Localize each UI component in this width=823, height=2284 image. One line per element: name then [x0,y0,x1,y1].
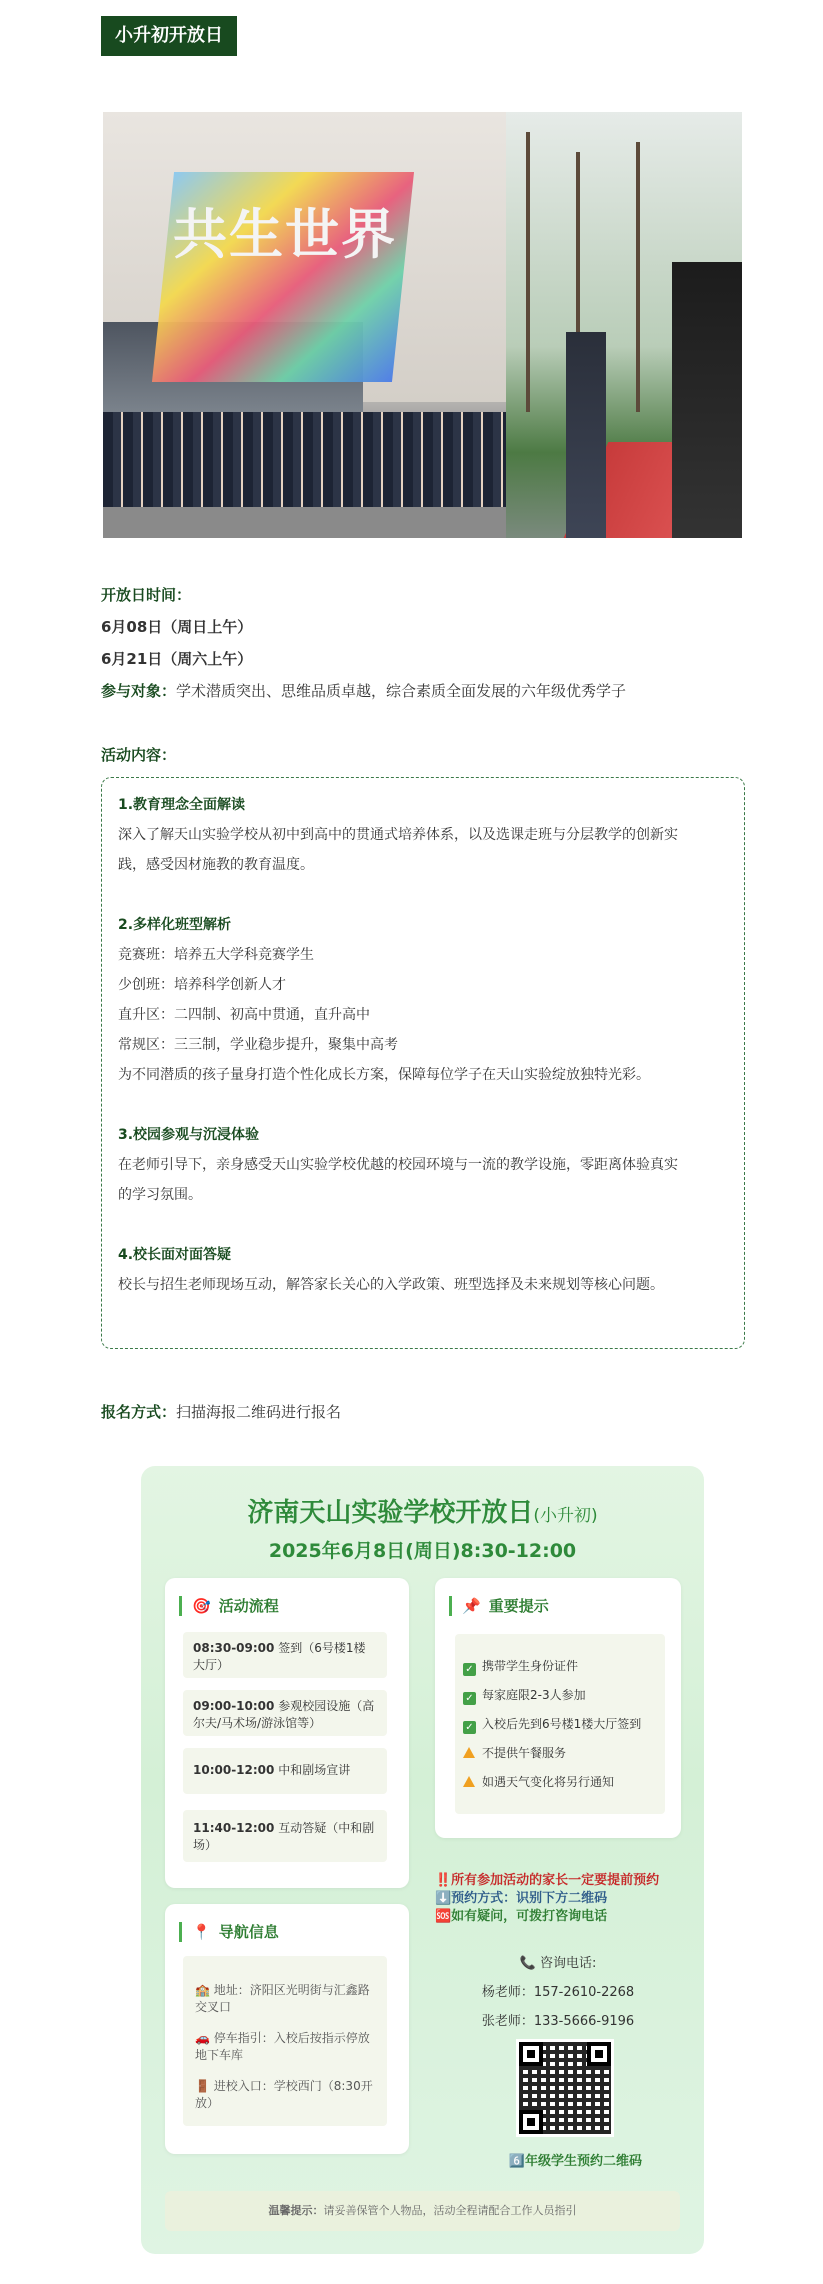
activity-line: 在老师引导下，亲身感受天山实验学校优越的校园环境与一流的教学设施，零距离体验真实 [118,1157,678,1173]
signup-row [101,1402,341,1422]
tip-item: ✓ 携带学生身份证件 [463,1658,578,1676]
consult-note: 🆘如有疑问，可拨打咨询电话 [435,1909,608,1924]
hero-photos [103,112,742,538]
group-photo-museum [103,112,506,538]
qr-code[interactable] [516,2039,614,2137]
tree [526,132,530,412]
contact-zhang: 张老师：133-5666-9196 [481,2014,635,2029]
activity-line: 深入了解天山实验学校从初中到高中的贯通式培养体系，以及选课走班与分层教学的创新实 [118,827,678,843]
flow-card-title: 🎯 活动流程 [179,1596,279,1616]
nav-card [165,1904,409,2154]
target-label: 参与对象： [101,682,177,700]
location-pin-icon: 📍 [192,1923,211,1941]
tip-warning: 如遇天气变化将另行通知 [463,1774,614,1790]
activity-section-title: 3.校园参观与沉浸体验 [118,1127,260,1143]
signup-text: 扫描海报二维码进行报名 [176,1403,342,1421]
page-title: 小升初开放日 [101,16,237,56]
nav-list [183,1956,387,2126]
qr-finder [519,2110,543,2134]
footer-label: 温馨提示： [268,2204,324,2217]
check-icon: ✓ [463,1663,476,1676]
poster-title: 济南天山实验学校开放日(小升初) [247,1498,598,1528]
activity-line: 直升区：二四制、初高中贯通，直升高中 [118,1007,370,1023]
activity-section-title: 2.多样化班型解析 [118,917,232,933]
reservation-note: ‼️所有参加活动的家长一定要提前预约 [435,1873,660,1888]
pin-icon: 📌 [462,1597,481,1615]
qr-finder [519,2042,543,2066]
tips-card-title: 📌 重要提示 [449,1596,549,1616]
campus-photo [506,112,742,538]
signup-label: 报名方式： [101,1403,177,1421]
activity-line: 为不同潜质的孩子量身打造个性化成长方案，保障每位学子在天山实验绽放独特光彩。 [118,1067,650,1083]
event-poster [141,1466,704,2254]
tips-list [455,1634,665,1814]
tip-item: ✓ 入校后先到6号楼1楼大厅签到 [463,1716,641,1734]
poster-footer [165,2191,680,2231]
flow-step: 10:00-12:00 中和剧场宣讲 [183,1748,387,1794]
poster-date: 2025年6月8日(周日)8:30-12:00 [268,1540,577,1562]
nav-address: 🏫 地址：济阳区光明街与汇鑫路交叉口 [195,1983,370,2014]
ground [103,507,506,538]
open-day-date-2: 6月21日（周六上午） [101,650,253,668]
contact-title: 📞 咨询电话: [519,1956,597,1971]
activity-line: 少创班：培养科学创新人才 [118,977,286,993]
open-day-time-label: 开放日时间： [101,586,192,604]
flow-step: 08:30-09:00 签到（6号楼1楼大厅） [183,1632,387,1678]
warning-icon [463,1776,475,1787]
flow-step: 11:40-12:00 互动答疑（中和剧场） [183,1810,387,1862]
target-text: 学术潜质突出、思维品质卓越，综合素质全面发展的六年级优秀学子 [176,682,627,700]
activity-line: 常规区：三三制，学业稳步提升，聚集中高考 [118,1037,398,1053]
activity-line: 的学习氛围。 [118,1187,202,1203]
qr-caption: 6️⃣年级学生预约二维码 [508,2154,642,2169]
art-installation-text: 共生世界 [173,203,397,266]
activity-line: 践，感受因材施教的教育温度。 [118,857,314,873]
nav-parking: 🚗 停车指引：入校后按指示停放地下车库 [195,2031,370,2062]
activity-label: 活动内容： [101,746,177,764]
activity-section-title: 4.校长面对面答疑 [118,1247,232,1263]
open-day-date-1: 6月08日（周日上午） [101,618,253,636]
warning-icon [463,1747,475,1758]
contact-yang: 杨老师：157-2610-2268 [481,1985,635,2000]
tip-item: ✓ 每家庭限2-3人参加 [463,1687,586,1705]
flow-step: 09:00-10:00 参观校园设施（高尔夫/马术场/游泳馆等） [183,1690,387,1736]
tips-card [435,1578,681,1838]
check-icon: ✓ [463,1692,476,1705]
activity-line: 校长与招生老师现场互动，解答家长关心的入学政策、班型选择及未来规划等核心问题。 [118,1277,664,1293]
qr-finder [587,2042,611,2066]
tree [636,142,640,412]
footer-text: 请妥善保管个人物品，活动全程请配合工作人员指引 [323,2204,577,2217]
reservation-method: ⬇️预约方式：识别下方二维码 [435,1891,608,1906]
student-figure [566,332,606,538]
check-icon: ✓ [463,1721,476,1734]
activity-section-title: 1.教育理念全面解读 [118,797,246,813]
activity-line: 竞赛班：培养五大学科竞赛学生 [118,947,314,963]
flow-card [165,1578,409,1888]
person-foreground [672,262,742,538]
target-row [101,681,626,701]
nav-entrance: 🚪 进校入口：学校西门（8:30开放） [195,2079,373,2110]
tip-warning: 不提供午餐服务 [463,1745,566,1761]
poster-title-suffix: (小升初) [533,1506,598,1526]
target-icon: 🎯 [192,1597,211,1615]
activity-content-box [101,777,745,1349]
nav-card-title: 📍 导航信息 [179,1922,279,1942]
